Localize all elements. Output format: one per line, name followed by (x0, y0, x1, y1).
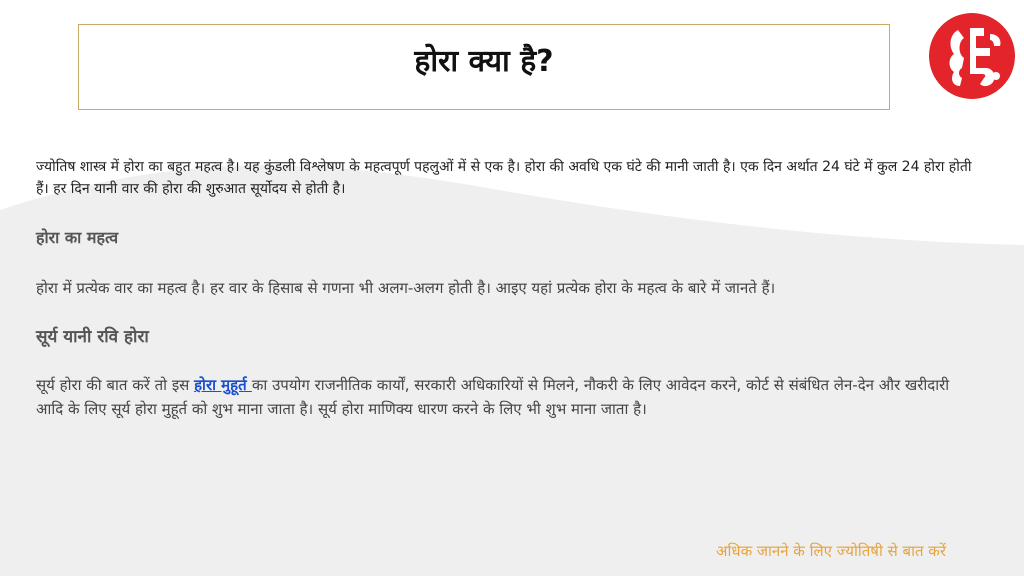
ganesha-logo-icon[interactable] (928, 12, 1016, 100)
talk-to-astrologer-link[interactable]: अधिक जानने के लिए ज्योतिषी से बात करें (716, 542, 946, 560)
hora-muhurat-link[interactable]: होरा मुहूर्त (194, 376, 252, 394)
section-heading-hora-importance: होरा का महत्व (36, 228, 119, 247)
article-content (36, 156, 976, 421)
section-heading-surya-hora: सूर्य यानी रवि होरा (36, 327, 149, 347)
surya-text-after: का उपयोग राजनीतिक कार्यों, सरकारी अधिकारियों से मिलने, नौकरी के लिए आवेदन करने, कोर्ट से संबंधित लेन-देन और खरीदारी आदि के लिए सूर्य होरा मुहूर्त को शुभ माना जाता है। सूर्य होरा माणिक्य धारण करने के लिए भी शुभ माना जाता है। (36, 376, 950, 418)
section-paragraph-hora-importance: होरा में प्रत्येक वार का महत्व है। हर वार के हिसाब से गणना भी अलग-अलग होती है। आइए यहां प्रत्येक होरा के महत्व के बारे में जानते हैं। (36, 279, 776, 297)
surya-text-before: सूर्य होरा की बात करें तो इस (36, 376, 195, 394)
page-title: होरा क्या है? (414, 44, 554, 79)
title-box (78, 24, 890, 110)
intro-paragraph: ज्योतिष शास्त्र में होरा का बहुत महत्व है। यह कुंडली विश्लेषण के महत्वपूर्ण पहलुओं में से एक है। होरा की अवधि एक घंटे की मानी जाती है। एक दिन अर्थात 24 घंटे में कुल 24 होरा होती हैं। हर दिन यानी वार की होरा की शुरुआत सूर्योदय से होती है। (36, 159, 972, 197)
section-paragraph-surya-hora (36, 373, 976, 421)
